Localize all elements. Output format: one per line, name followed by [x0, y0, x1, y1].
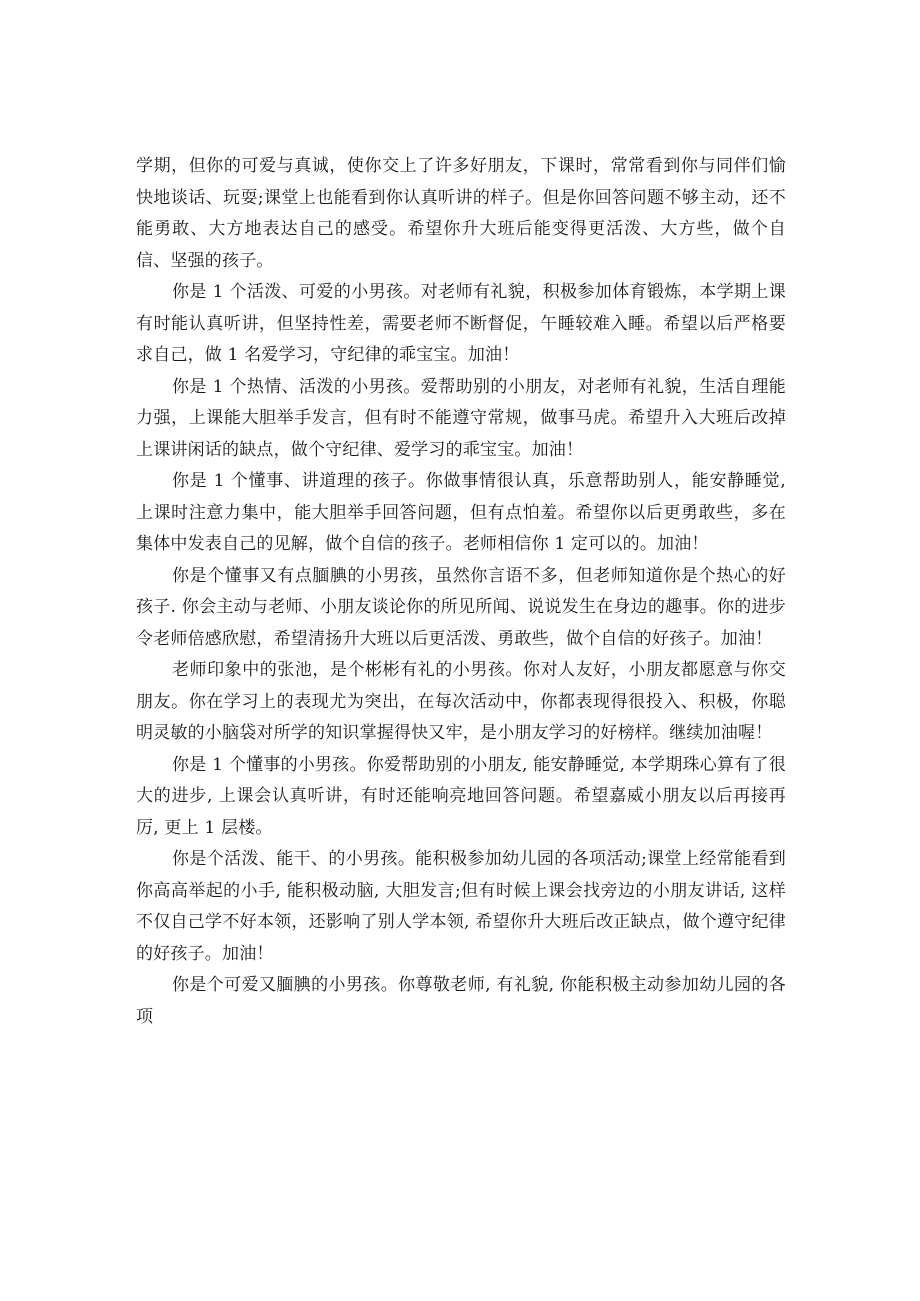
paragraph-5: 你是个懂事又有点腼腆的小男孩，虽然你言语不多，但老师知道你是个热心的好孩子. 你会主动与老师、小朋友谈论你的所见所闻、说说发生在身边的趣事。你的进步令老师倍感欣慰，希望清扬升大班以后更活泼、勇敢些，做个自信的好孩子。加油！ — [136, 565, 786, 649]
paragraph-7: 你是 1 个懂事的小男孩。你爱帮助别的小朋友, 能安静睡觉, 本学期珠心算有了很大的进步, 上课会认真听讲，有时还能响亮地回答问题。希望嘉威小朋友以后再接再厉, 更上 1 层楼。 — [136, 754, 786, 838]
document-body — [136, 151, 786, 1033]
paragraph-8: 你是个活泼、能干、的小男孩。能积极参加幼儿园的各项活动;课堂上经常能看到你高高举起的小手, 能积极动脑, 大胆发言;但有时候上课会找旁边的小朋友讲话, 这样不仅自己学不好本领，还影响了别人学本领, 希望你升大班后改正缺点，做个遵守纪律的好孩子。加油！ — [136, 849, 786, 964]
paragraph-1: 学期，但你的可爱与真诚，使你交上了许多好朋友，下课时，常常看到你与同伴们愉快地谈话、玩耍;课堂上也能看到你认真听讲的样子。但是你回答问题不够主动，还不能勇敢、大方地表达自己的感受。希望你升大班后能变得更活泼、大方些，做个自信、坚强的孩子。 — [136, 156, 786, 271]
paragraph-4: 你是 1 个懂事、讲道理的孩子。你做事情很认真，乐意帮助别人，能安静睡觉, 上课时注意力集中，能大胆举手回答问题，但有点怕羞。希望你以后更勇敢些，多在集体中发表自己的见解，做个自信的孩子。老师相信你 1 定可以的。加油！ — [136, 471, 786, 554]
paragraph-6: 老师印象中的张池，是个彬彬有礼的小男孩。你对人友好，小朋友都愿意与你交朋友。你在学习上的表现尤为突出，在每次活动中，你都表现得很投入、积极，你聪明灵敏的小脑袋对所学的知识掌握得快又牢，是小朋友学习的好榜样。继续加油喔！ — [136, 660, 786, 743]
paragraph-3: 你是 1 个热情、活泼的小男孩。爱帮助别的小朋友，对老师有礼貌，生活自理能力强，上课能大胆举手发言，但有时不能遵守常规，做事马虎。希望升入大班后改掉上课讲闲话的缺点，做个守纪律、爱学习的乖宝宝。加油！ — [136, 376, 786, 460]
paragraph-2: 你是 1 个活泼、可爱的小男孩。对老师有礼貌，积极参加体育锻炼，本学期上课有时能认真听讲，但坚持性差，需要老师不断督促，午睡较难入睡。希望以后严格要求自己，做 1 名爱学习，守纪律的乖宝宝。加油！ — [136, 282, 786, 365]
paragraph-9: 你是个可爱又腼腆的小男孩。你尊敬老师, 有礼貌, 你能积极主动参加幼儿园的各项 — [136, 975, 786, 1027]
